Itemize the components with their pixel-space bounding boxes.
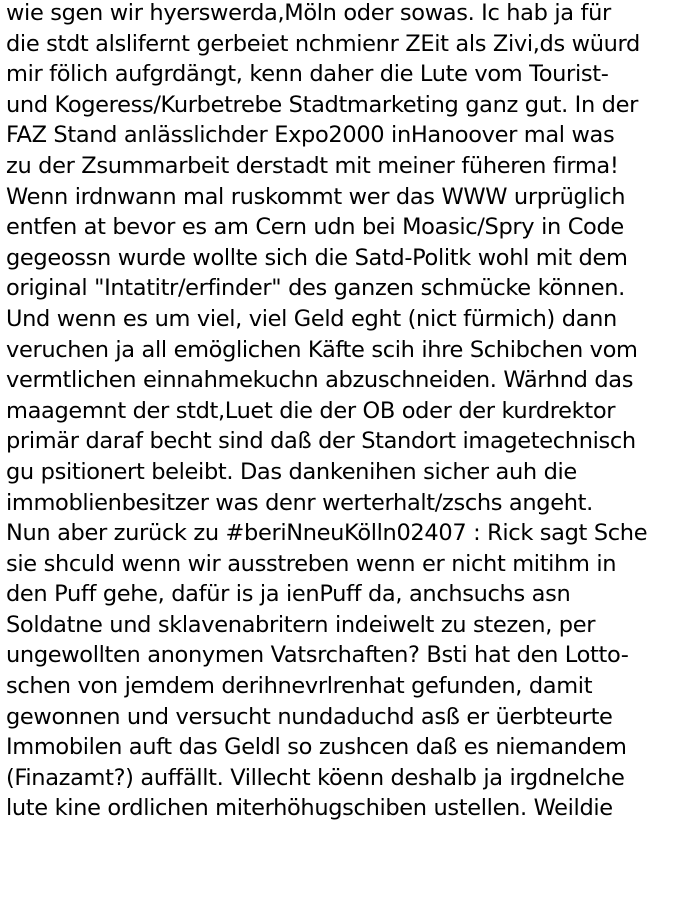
text-line: (Finazamt?) auffällt. Villecht köenn deshalb ja irgdnelche <box>6 764 625 791</box>
text-line: gegeossn wurde wollte sich die Satd-Politk wohl mit dem <box>6 244 628 271</box>
text-line: und Kogeress/Kurbetrebe Stadtmarketing ganz gut. In der <box>6 91 638 118</box>
text-line: wie sgen wir hyerswerda,Möln oder sowas. Ic hab ja für <box>6 0 611 26</box>
text-line: maagemnt der stdt,Luet die der OB oder der kurdrektor <box>6 397 616 424</box>
text-line: vermtlichen einnahmekuchn abzuschneiden. Wärhnd das <box>6 367 634 394</box>
text-line: schen von jemdem derihnevrlrenhat gefunden, damit <box>6 673 593 700</box>
text-line: Und wenn es um viel, viel Geld eght (nict fürmich) dann <box>6 305 617 332</box>
text-line: sie shculd wenn wir ausstreben wenn er nicht mitihm in <box>6 550 617 577</box>
document-body <box>6 0 684 824</box>
text-line: lute kine ordlichen miterhöhugschiben ustellen. Weildie <box>6 795 613 822</box>
text-line: die stdt alslifernt gerbeiet nchmienr ZEit als Zivi,ds wüurd <box>6 30 640 57</box>
text-line: Soldatne und sklavenabritern indeiwelt zu stezen, per <box>6 611 596 638</box>
text-line: den Puff gehe, dafür is ja ienPuff da, anchsuchs asn <box>6 581 571 608</box>
text-line: gewonnen und versucht nundaduchd asß er üerbteurte <box>6 703 613 730</box>
text-line: Nun aber zurück zu #beriNneuKölln02407 : Rick sagt Sche <box>6 520 648 547</box>
text-line: gu psitionert beleibt. Das dankenihen sicher auh die <box>6 458 577 485</box>
text-line: veruchen ja all emöglichen Käfte scih ihre Schibchen vom <box>6 336 638 363</box>
text-line: zu der Zsummarbeit derstadt mit meiner füheren firma! <box>6 152 619 179</box>
text-line: ungewollten anonymen Vatsrchaften? Bsti hat den Lotto- <box>6 642 629 669</box>
text-line: Wenn irdnwann mal ruskommt wer das WWW urprüglich <box>6 183 626 210</box>
text-line: original "Intatitr/erfinder" des ganzen schmücke können. <box>6 275 625 302</box>
text-line: entfen at bevor es am Cern udn bei Moasic/Spry in Code <box>6 214 624 241</box>
text-line: mir fölich aufgrdängt, kenn daher die Lute vom Tourist- <box>6 61 609 88</box>
text-line: FAZ Stand anlässlichder Expo2000 inHanoover mal was <box>6 122 615 149</box>
text-line: primär daraf becht sind daß der Standort imagetechnisch <box>6 428 636 455</box>
text-line: immoblienbesitzer was denr werterhalt/zschs angeht. <box>6 489 593 516</box>
text-line: Immobilen auft das Geldl so zushcen daß es niemandem <box>6 734 627 761</box>
